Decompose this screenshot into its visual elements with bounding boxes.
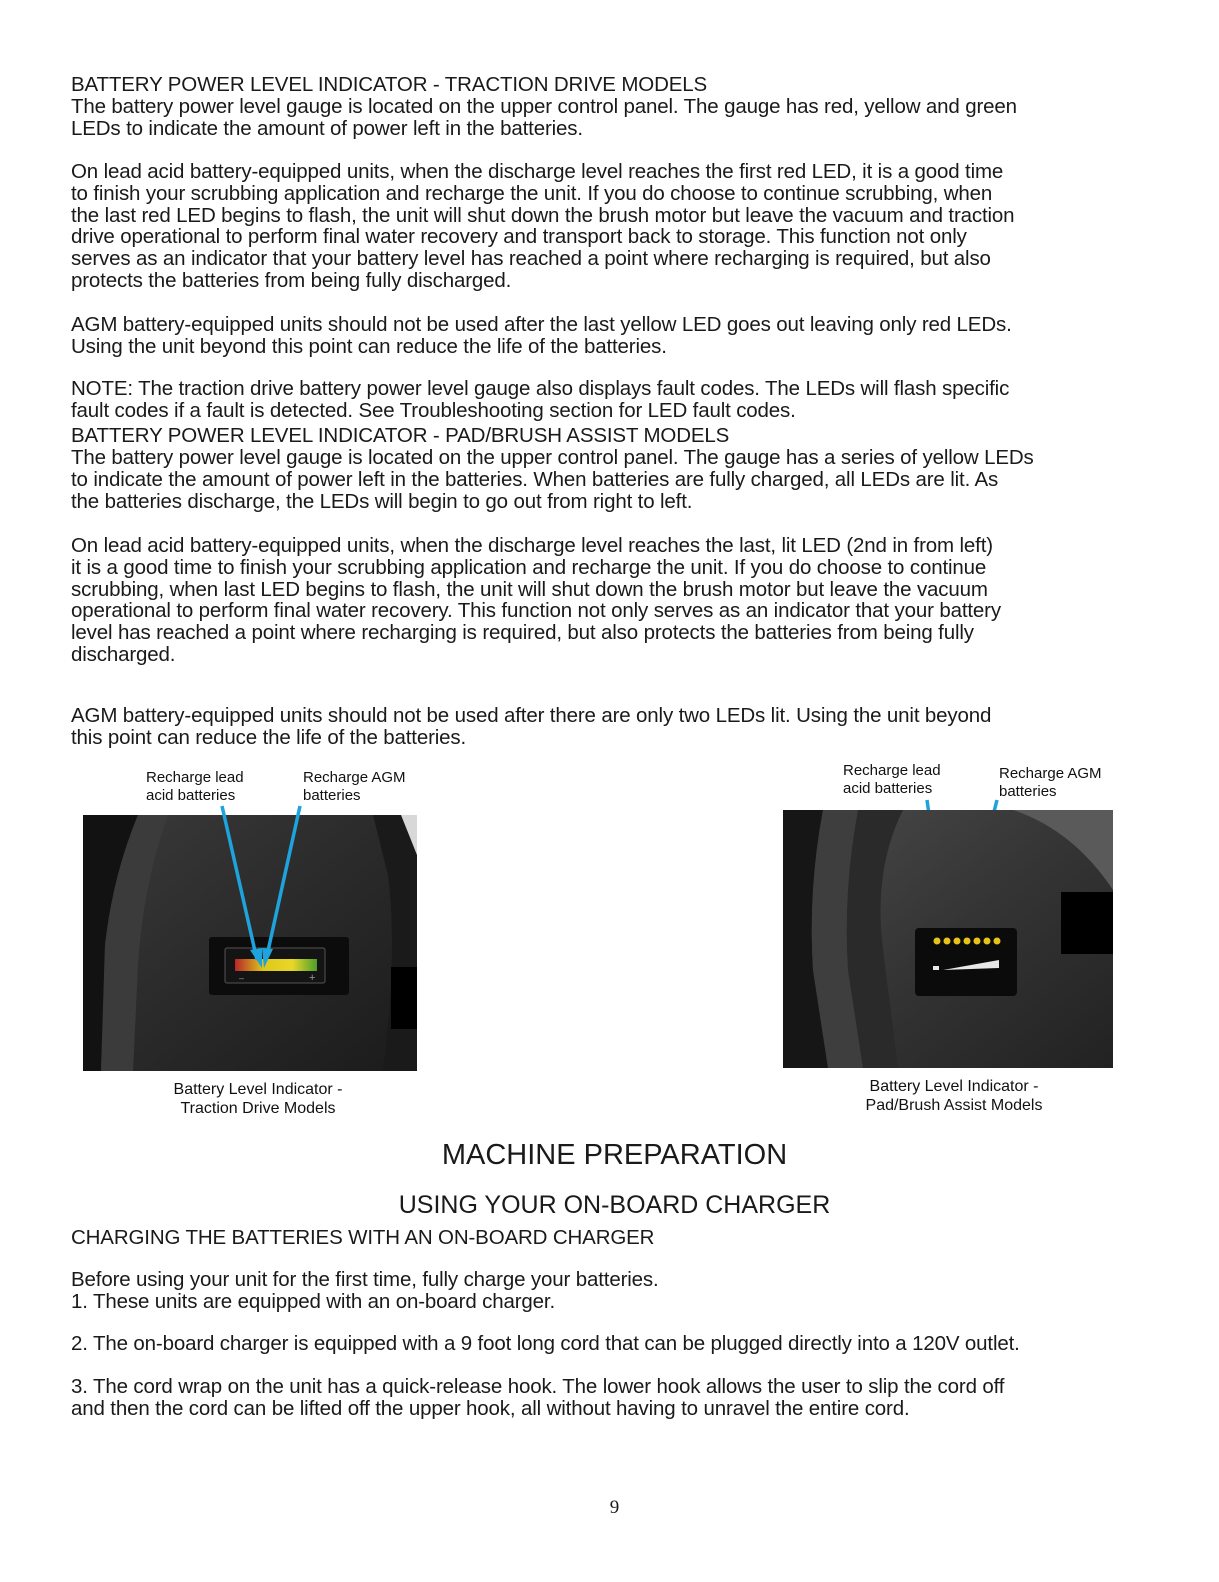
traction-heading: BATTERY POWER LEVEL INDICATOR - TRACTION DRIVE MODELS — [71, 73, 708, 96]
pad-heading: BATTERY POWER LEVEL INDICATOR - PAD/BRUSH ASSIST MODELS — [71, 424, 730, 447]
charging-heading: CHARGING THE BATTERIES WITH AN ON-BOARD CHARGER — [71, 1226, 655, 1249]
charging-step-3: 3. The cord wrap on the unit has a quick-release hook. The lower hook allows the user to slip the cord off and then the cord can be lifted off the upper hook, all without having to unravel the entire cord. — [71, 1375, 1005, 1420]
charging-step-2: 2. The on-board charger is equipped with a 9 foot long cord that can be plugged directly into a 120V outlet. — [71, 1332, 1020, 1355]
right-caption-text: Battery Level Indicator - Pad/Brush Assist Models — [865, 1078, 1043, 1114]
right-label-lead-acid: Recharge lead acid batteries — [843, 762, 941, 797]
svg-text:+: + — [309, 972, 316, 984]
left-label-agm: Recharge AGM batteries — [303, 769, 406, 804]
left-caption — [130, 1080, 386, 1118]
pad-brush-indicator-photo — [783, 810, 1113, 1068]
left-label-lead-acid: Recharge lead acid batteries — [146, 769, 244, 804]
pad-paragraph-3: AGM battery-equipped units should not be used after there are only two LEDs lit. Using the unit beyond this point can reduce the life of the batteries. — [71, 704, 992, 749]
traction-note: NOTE: The traction drive battery power level gauge also displays fault codes. The LEDs will flash specific fault codes if a fault is detected. See Troubleshooting section for LED fault codes. — [71, 377, 1010, 422]
section-title: MACHINE PREPARATION — [441, 1139, 788, 1171]
svg-text:–: – — [239, 973, 245, 983]
right-caption — [826, 1077, 1082, 1115]
left-caption-text: Battery Level Indicator - Traction Drive Models — [173, 1081, 343, 1117]
right-label-agm: Recharge AGM batteries — [999, 765, 1102, 800]
pad-paragraph-1: The battery power level gauge is located on the upper control panel. The gauge has a series of yellow LEDs to indicate the amount of power left in the batteries. When batteries are fully charged, all LEDs are lit. As the batteries discharge, the LEDs will begin to go out from right to left. — [71, 446, 1034, 513]
traction-paragraph-1: The battery power level gauge is located on the upper control panel. The gauge has red, yellow and green LEDs to indicate the amount of power left in the batteries. — [71, 95, 1017, 140]
pad-paragraph-2: On lead acid battery-equipped units, when the discharge level reaches the last, lit LED (2nd in from left) it is a good time to finish your scrubbing application and recharge the unit. If you do choose to continue scrubbing, when last LED begins to flash, the unit will shut down the brush motor but leave the vacuum operational to perform final water recovery. This function not only serves as an indicator that your battery level has reached a point where recharging is required, but also protects the batteries from being fully discharged. — [71, 534, 1001, 666]
traction-paragraph-3: AGM battery-equipped units should not be used after the last yellow LED goes out leaving only red LEDs. Using the unit beyond this point can reduce the life of the batteries. — [71, 313, 1012, 358]
page-number: 9 — [609, 1497, 620, 1518]
traction-paragraph-2: On lead acid battery-equipped units, when the discharge level reaches the first red LED, it is a good time to finish your scrubbing application and recharge the unit. If you do choose to continue scrubbing, when the last red LED begins to flash, the unit will shut down the brush motor but leave the vacuum and traction drive operational to perform final water recovery and transport back to storage. This function not only serves as an indicator that your battery level has reached a point where recharging is required, but also protects the batteries from being fully discharged. — [71, 160, 1015, 292]
section-subtitle: USING YOUR ON-BOARD CHARGER — [398, 1191, 831, 1219]
charging-intro: Before using your unit for the first time, fully charge your batteries. 1. These units are equipped with an on-board charger. — [71, 1268, 659, 1313]
